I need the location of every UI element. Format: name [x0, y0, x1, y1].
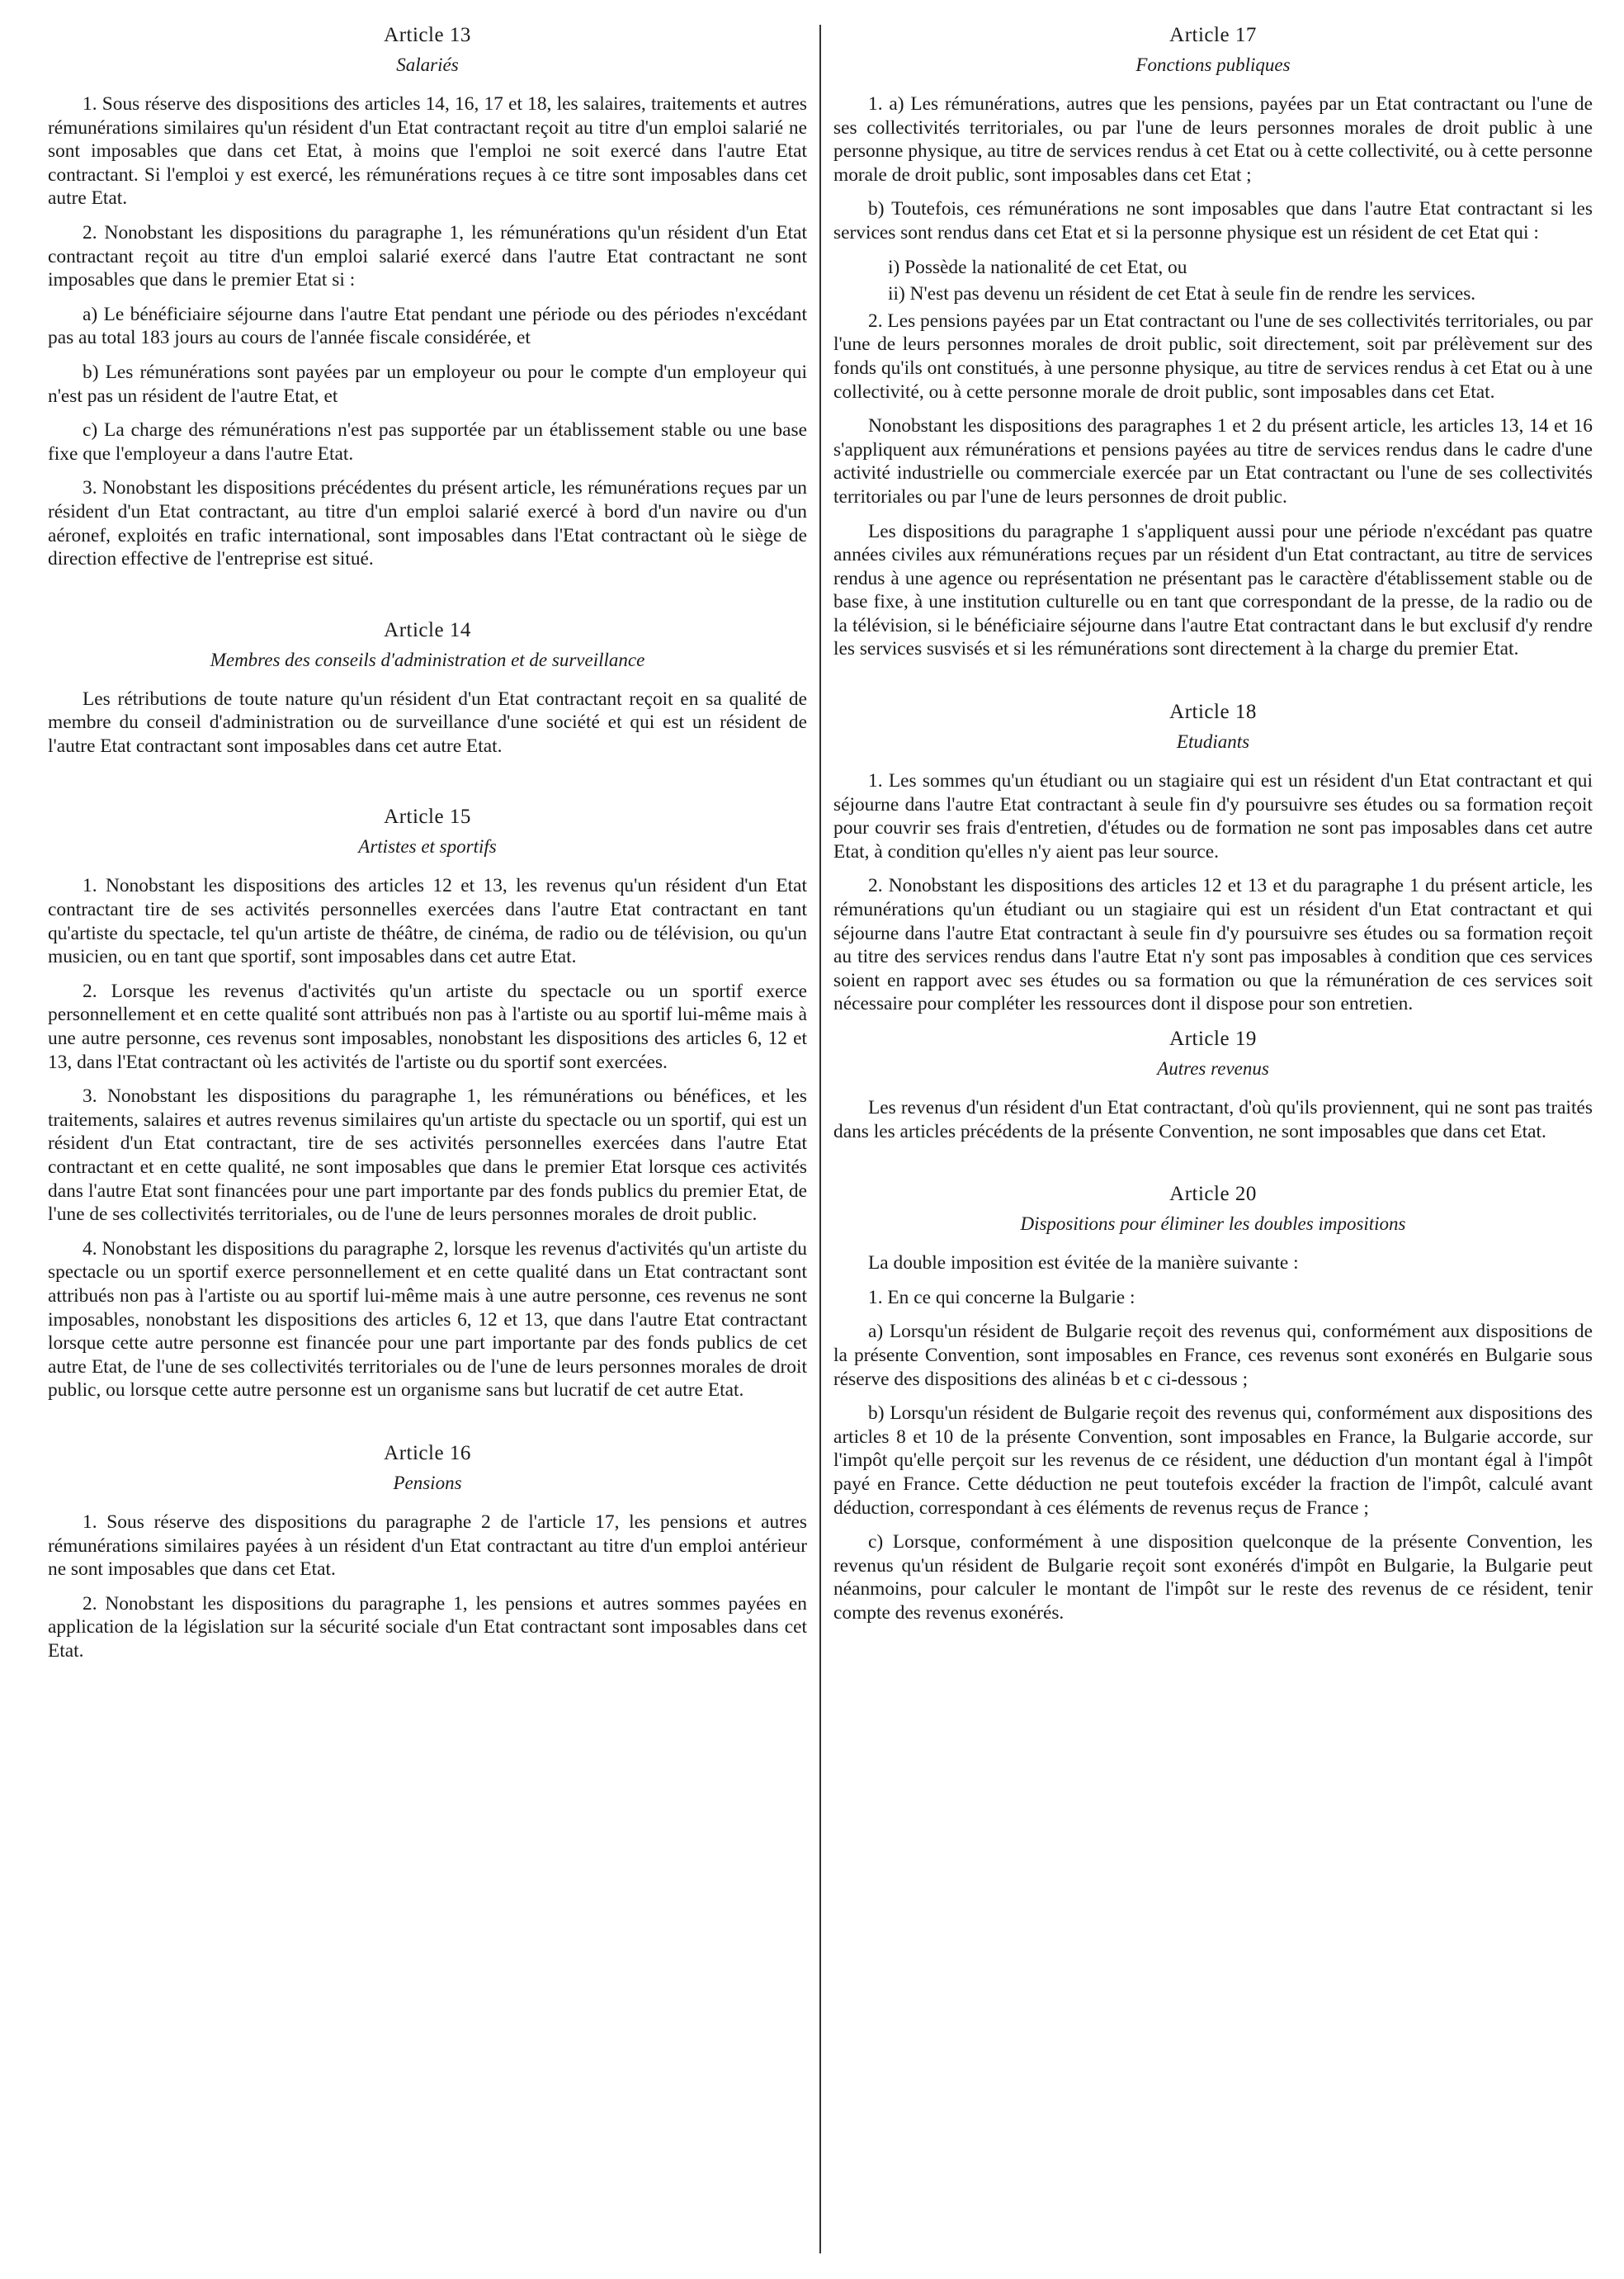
paragraph: 1. En ce qui concerne la Bulgarie : — [868, 1286, 1135, 1308]
article-title: Article 19 — [1169, 1028, 1257, 1050]
paragraph: La double imposition est évitée de la manière suivante : — [868, 1252, 1299, 1274]
paragraph: b) Toutefois, ces rémunérations ne sont imposables que dans l'autre Etat contractant si les services sont rendus dans cet Etat et si la personne physique est un résident de cet Etat qui : — [833, 198, 1593, 244]
paragraph: Nonobstant les dispositions des paragraphes 1 et 2 du présent article, les articles 13, 14 et 16 s'appliquent aux rémunérations et pensions payées au titre de services rendus dans le cadre d'une activité industrielle ou commerciale exercée par un Etat contractant ou l'une de ses collectivités territoriales ou par l'une de leurs personnes de droit public. — [833, 415, 1593, 508]
article-title: Article 14 — [384, 618, 471, 641]
article-subtitle: Etudiants — [1176, 731, 1250, 753]
column-divider — [819, 25, 821, 2253]
article-title: Article 13 — [384, 24, 471, 46]
list-item: i) Possède la nationalité de cet Etat, ou — [888, 256, 1187, 278]
paragraph: c) Lorsque, conformément à une disposition quelconque de la présente Convention, les revenus qu'un résident de Bulgarie reçoit sont exonérés d'impôt en Bulgarie, la Bulgarie peut néanmoins, pour calculer le montant de l'impôt sur le reste des revenus de ce résident, tenir compte des revenus exonérés. — [833, 1531, 1593, 1624]
article-subtitle: Dispositions pour éliminer les doubles impositions — [1020, 1213, 1406, 1235]
paragraph: 2. Nonobstant les dispositions du paragraphe 1, les rémunérations qu'un résident d'un Etat contractant reçoit au titre d'un emploi salarié exercé dans l'autre Etat contractant ne sont imposables que dans le premier Etat si : — [48, 221, 807, 291]
article-subtitle: Fonctions publiques — [1135, 54, 1291, 75]
paragraph: 3. Nonobstant les dispositions précédentes du présent article, les rémunérations reçues par un résident d'un Etat contractant, au titre d'un emploi salarié exercé à bord d'un navire ou d'un aéronef, exploités en trafic international, sont imposables dans l'Etat contractant où le siège de direction effective de l'entreprise est situé. — [48, 477, 807, 570]
paragraph: 3. Nonobstant les dispositions du paragraphe 1, les rémunérations ou bénéfices, et les traitements, salaires et autres revenus similaires qu'un artiste du spectacle ou un sportif, qui est un résident d'un Etat contractant, tire de ses activités personnelles exercées dans l'autre Etat contractant et en cette qualité, ne sont imposables que dans le premier Etat lorsque ces activités dans l'autre Etat sont financées pour une part importante par des fonds publics du premier Etat, de l'une de ses collectivités territoriales, ou de l'une de leurs personnes morales de droit public. — [48, 1085, 807, 1226]
article-16 — [48, 1441, 807, 1663]
article-title: Article 17 — [1169, 24, 1257, 46]
paragraph: c) La charge des rémunérations n'est pas supportée par un établissement stable ou une base fixe que l'employeur a dans l'autre Etat. — [48, 419, 807, 465]
article-17 — [833, 23, 1593, 661]
paragraph: Les dispositions du paragraphe 1 s'appliquent aussi pour une période n'excédant pas quatre années civiles aux rémunérations reçues par un résident d'un Etat contractant, au titre de services rendus à une agence ou représentation ne présentant pas le caractère d'établissement stable ou de base fixe, à une institution culturelle ou en tant que correspondant de la presse, de la radio ou de la télévision, si le bénéficiaire séjourne dans l'autre Etat contractant dans le but exclusif d'y rendre les services susvisés et si les rémunérations sont directement à la charge du premier Etat. — [833, 520, 1593, 660]
article-title: Article 18 — [1169, 701, 1257, 724]
paragraph: 1. Les sommes qu'un étudiant ou un stagiaire qui est un résident d'un Etat contractant et qui séjourne dans l'autre Etat contractant à seule fin d'y poursuivre ses études ou sa formation reçoit pour couvrir ses frais d'entretien, d'études ou de formation ne sont pas imposables dans cet autre Etat, à condition qu'elles n'y aient pas leur source. — [833, 770, 1593, 863]
list-item: ii) N'est pas devenu un résident de cet Etat à seule fin de rendre les services. — [888, 283, 1476, 305]
article-subtitle: Pensions — [393, 1472, 462, 1493]
paragraph: a) Lorsqu'un résident de Bulgarie reçoit des revenus qui, conformément aux dispositions de la présente Convention, sont imposables en France, ces revenus sont exonérés en Bulgarie sous réserve des dispositions des alinéas b et c ci-dessous ; — [833, 1321, 1593, 1390]
article-subtitle: Membres des conseils d'administration et de surveillance — [210, 649, 645, 670]
article-15 — [48, 805, 807, 1402]
left-column — [48, 23, 807, 1674]
paragraph: b) Les rémunérations sont payées par un employeur ou pour le compte d'un employeur qui n'est pas un résident de l'autre Etat, et — [48, 361, 807, 407]
paragraph: 2. Nonobstant les dispositions des articles 12 et 13 et du paragraphe 1 du présent article, les rémunérations qu'un étudiant ou un stagiaire qui est un résident d'un Etat contractant et qui séjourne dans l'autre Etat contractant à seule fin d'y poursuivre ses études ou sa formation reçoit au titre des services rendus dans l'autre Etat n'y sont pas imposables à condition que ces services soient en rapport avec ses études ou sa formation ou que la rémunération de ces services soit nécessaire pour compléter les ressources dont il dispose pour son entretien. — [833, 875, 1593, 1015]
paragraph: Les revenus d'un résident d'un Etat contractant, d'où qu'ils proviennent, qui ne sont pas traités dans les articles précédents de la présente Convention, ne sont imposables que dans cet Etat. — [833, 1097, 1593, 1142]
paragraph: 2. Nonobstant les dispositions du paragraphe 1, les pensions et autres sommes payées en application de la législation sur la sécurité sociale d'un Etat contractant sont imposables dans cet Etat. — [48, 1592, 807, 1662]
article-13 — [48, 23, 807, 571]
paragraph: 1. Sous réserve des dispositions du paragraphe 2 de l'article 17, les pensions et autres rémunérations similaires payées à un résident d'un Etat contractant au titre d'un emploi antérieur ne sont imposables que dans cet Etat. — [48, 1511, 807, 1581]
article-title: Article 20 — [1169, 1183, 1257, 1206]
paragraph: 1. Sous réserve des dispositions des articles 14, 16, 17 et 18, les salaires, traitements et autres rémunérations similaires qu'un résident d'un Etat contractant reçoit au titre d'un emploi salarié ne sont imposables que dans cet Etat, à moins que l'emploi ne soit exercé dans l'autre Etat contractant. Si l'emploi y est exercé, les rémunérations reçues à ce titre sont imposables dans cet autre Etat. — [48, 93, 807, 210]
paragraph: 2. Lorsque les revenus d'activités qu'un artiste du spectacle ou un sportif exerce personnellement et en cette qualité sont attribués non pas à l'artiste ou au sportif lui-même mais à une autre personne, ces revenus sont imposables, nonobstant les dispositions des articles 6, 12 et 13, dans l'Etat contractant où les activités de l'artiste ou du sportif sont exercées. — [48, 980, 807, 1073]
paragraph: 2. Les pensions payées par un Etat contractant ou l'une de ses collectivités territoriales, ou par l'une de leurs personnes morales de droit public, soit directement, soit par prélèvement sur des fonds qu'ils ont constitués, à une personne physique, au titre de services rendus à cet Etat ou à une collectivité, ou à cette personne morale de droit public, sont imposables dans cet Etat. — [833, 310, 1593, 403]
article-title: Article 15 — [384, 806, 471, 829]
article-18 — [833, 700, 1593, 1016]
paragraph: b) Lorsqu'un résident de Bulgarie reçoit des revenus qui, conformément aux dispositions des articles 8 et 10 de la présente Convention, sont imposables en France, la Bulgarie accorde, sur l'impôt qu'elle perçoit sur les revenus de ce résident, une déduction d'un montant égal à l'impôt payé en France. Cette déduction ne peut toutefois excéder la fraction de l'impôt, calculé avant déduction, correspondant à ces éléments de revenus reçus de France ; — [833, 1402, 1593, 1519]
article-subtitle: Artistes et sportifs — [358, 836, 497, 858]
article-subtitle: Autres revenus — [1157, 1058, 1269, 1079]
article-20 — [833, 1182, 1593, 1624]
paragraph: a) Le bénéficiaire séjourne dans l'autre Etat pendant une période ou des périodes n'excédant pas au total 183 jours au cours de l'année fiscale considérée, et — [48, 303, 807, 349]
right-column — [833, 23, 1593, 1636]
article-title: Article 16 — [384, 1441, 471, 1464]
article-subtitle: Salariés — [396, 54, 459, 75]
paragraph: Les rétributions de toute nature qu'un résident d'un Etat contractant reçoit en sa qualité de membre du conseil d'administration ou de surveillance d'une société et qui est un résident de l'autre Etat contractant sont imposables dans cet autre Etat. — [48, 688, 807, 757]
paragraph: 1. a) Les rémunérations, autres que les pensions, payées par un Etat contractant ou l'une de ses collectivités territoriales, ou par l'une de leurs personnes morales de droit public à une personne physique, au titre de services rendus à cet Etat ou à cette collectivité, ou à cette personne morale de droit public, sont imposables dans cet Etat ; — [833, 93, 1593, 186]
paragraph: 1. Nonobstant les dispositions des articles 12 et 13, les revenus qu'un résident d'un Etat contractant tire de ses activités personnelles exercées dans l'autre Etat contractant en tant qu'artiste du spectacle, tel qu'un artiste de théâtre, de cinéma, de radio ou de télévision, ou qu'un musicien, ou en tant que sportif, sont imposables dans cet autre Etat. — [48, 875, 807, 968]
paragraph: 4. Nonobstant les dispositions du paragraphe 2, lorsque les revenus d'activités qu'un artiste du spectacle ou un sportif exerce personnellement et en cette qualité dans un Etat contractant sont attribués non pas à l'artiste ou au sportif lui-même mais à une autre personne, ces revenus ne sont imposables, nonobstant les dispositions des articles 6, 12 et 13, que dans l'autre Etat contractant lorsque cette autre personne est financée pour une part importante par des fonds publics de cet autre Etat, de l'une de ses collectivités territoriales ou de l'une de leurs personnes morales de droit public, ou lorsque cette autre personne est un organisme sans but lucratif de cet autre Etat. — [48, 1237, 807, 1402]
article-14 — [48, 618, 807, 759]
article-19 — [833, 1027, 1593, 1143]
